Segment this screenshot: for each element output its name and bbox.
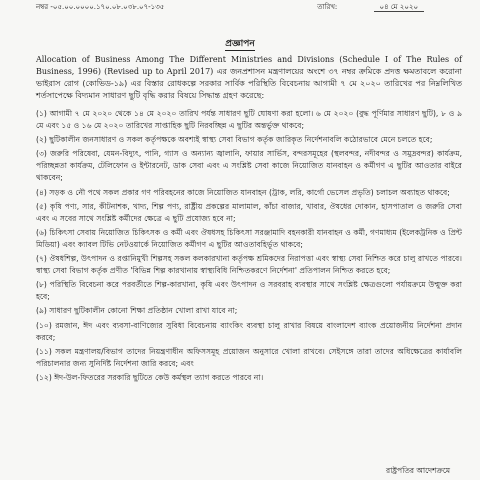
decision-item-12: (১২) ঈদ-উল-ফিতরের সরকারি ছুটিতে কেউ কর্মস্থল ত্যাগ করতে পারবে না। [36, 372, 264, 382]
intro-english: Allocation of Business Among The Different Ministries and Divisions (Schedule I of The Rules of Business, 1996) (Revised up to April 2017) [36, 55, 462, 76]
title-text: প্রজ্ঞাপন [225, 39, 255, 49]
decision-item-11: (১১) সকল মন্ত্রণালয়/বিভাগ তাদের নিয়ন্ত্রণাধীন অফিসসমূহ প্রয়োজন অনুসারে খোলা রাখবে। সেইসঙ্গে তারা তাদের অধিক্ষেত্রের কার্যাবলি পরিচালনার জন্য সুনির্দিষ্ট নির্দেশনা জারি করবে; এবং [36, 346, 462, 368]
document-title [0, 36, 480, 51]
date-value: ০৪ মে ২০২০ [374, 3, 424, 12]
intro-paragraph [36, 54, 462, 102]
signature-line: রাষ্ট্রপতির আদেশক্রমে [385, 466, 450, 475]
intro-bangla: এর জনপ্রশাসন মন্ত্রণালয়ের অংশে ৩৭ নম্বর ক্রমিকে প্রদত্ত ক্ষমতাবলে করোনা ভাইরাস রোগ (কোভিড-১৯) এর বিস্তার রোধকল্পে সরকার সার্বিক পরিস্থিতি বিবেচনায় আগামী ৭ মে ২০২০ তারিখের পর নিম্নলিখিত শর্তসাপেক্ষে বিদ্যমান সাধারণ ছুটি বৃদ্ধি করার বিষয়ে সিদ্ধান্ত গ্রহণ করেছে: [36, 67, 462, 100]
decision-item-5: (৫) কৃষি পণ্য, সার, কীটনাশক, খাদ্য, শিল্প পণ্য, রাষ্ট্রীয় প্রকল্পের মালামাল, কাঁচা বাজার, খাবার, ঔষধের দোকান, হাসপাতাল ও জরুরি সেবা এবং এ সবের সাথে সংশ্লিষ্ট কর্মীদের ক্ষেত্রে এ ছুটি প্রযোজ্য হবে না; [36, 201, 462, 223]
decision-item-7: (৭) ঔষধশিল্প, উৎপাদন ও রপ্তানিমুখী শিল্পসহ সকল কলকারখানা কর্তৃপক্ষ শ্রমিকদের নিরাপত্তা এবং স্বাস্থ্য সেবা নিশ্চিত করে চালু রাখতে পারবে। স্বাস্থ্য সেবা বিভাগ কর্তৃক প্রণীত 'বিভিন্ন শিল্প কারখানায় স্বাস্থ্যবিধি নিশ্চিতকরণে নির্দেশনা' প্রতিপালন নিশ্চিত করতে হবে; [36, 254, 462, 276]
decision-item-10: (১০) রমজান, ঈদ এবং ব্যবসা-বাণিজ্যের সুবিধা বিবেচনায় ব্যাংকিং ব্যবস্থা চালু রাখার বিষয়ে বাংলাদেশ ব্যাংক প্রয়োজনীয় নির্দেশনা প্রদান করবে; [36, 320, 462, 342]
reference-line [36, 0, 462, 14]
date-label: তারিখ: [317, 3, 338, 11]
reference-number: নম্বর -০৫.০০.০০০০.১৭০.০৮.০৩৮.০৭-১৩৫ [36, 3, 165, 11]
decision-item-6: (৬) চিকিৎসা সেবায় নিয়োজিত চিকিৎসক ও কর্মী এবং ঔষধসহ চিকিৎসা সরঞ্জামাদি বহনকারী যানবাহন ও কর্মী, গণমাধ্যম (ইলেকট্রনিক ও প্রিন্ট মিডিয়া) এবং ক্যাবল টিভি নেটওয়ার্কে নিয়োজিত কর্মীগণ এ ছুটির আওতাবহির্ভূত থাকবে; [36, 227, 462, 249]
decision-item-3: (৩) জরুরি পরিষেবা, যেমন-বিদ্যুৎ, পানি, গ্যাস ও অন্যান্য জ্বালানি, ফায়ার সার্ভিস, বন্দরসমূহের (স্থলবন্দর, নদীবন্দর ও সমুদ্রবন্দর) কার্যক্রম, পরিচ্ছন্নতা কার্যক্রম, টেলিফোন ও ইন্টারনেট, ডাক সেবা এবং এ সংশ্লিষ্ট সেবা কাজে নিয়োজিত যানবাহন ও কর্মীগণ এ ছুটির আওতার বাইরে থাকবেন; [36, 149, 462, 183]
decision-item-4: (৪) সড়ক ও নৌ পথে সকল প্রকার গণ পরিবহনের কাজে নিয়োজিত যানবাহন (ট্রাক, লরি, কার্গো ভেসেল প্রভৃতি) চলাচল অব্যাহত থাকবে; [36, 187, 450, 197]
decision-item-9: (৯) সাধারণ ছুটিকালীন কোনো শিক্ষা প্রতিষ্ঠান খোলা রাখা যাবে না; [36, 306, 238, 316]
decision-item-2: (২) ছুটিকালীন জনসাধারণ ও সকল কর্তৃপক্ষকে অবশ্যই স্বাস্থ্য সেবা বিভাগ কর্তৃক জারিকৃত নির্দেশনাবলি কঠোরভাবে মেনে চলতে হবে; [36, 135, 433, 145]
decision-item-8: (৮) পরিস্থিতি বিবেচনা করে পরবর্তীতে শিল্প-কারখানা, কৃষি এবং উৎপাদন ও সরবরাহ ব্যবস্থার সাথে সংশ্লিষ্ট ক্ষেত্রগুলো পর্যায়ক্রমে উন্মুক্ত করা হবে; [36, 280, 462, 302]
decision-list [36, 108, 462, 386]
decision-item-1: (১) আগামী ৭ মে ২০২০ থেকে ১৪ মে ২০২০ তারিখ পর্যন্ত সাধারণ ছুটি ঘোষণা করা হলো। ৬ মে ২০২০ (বুদ্ধ পূর্ণিমার সাধারণ ছুটি), ৮ ও ৯ মে এবং ১৫ ও ১৬ মে ২০২০ তারিখের সাপ্তাহিক ছুটি নিরবচ্ছিন্ন এ ছুটির অন্তর্ভুক্ত থাকবে; [36, 109, 462, 131]
date-block [317, 0, 424, 14]
